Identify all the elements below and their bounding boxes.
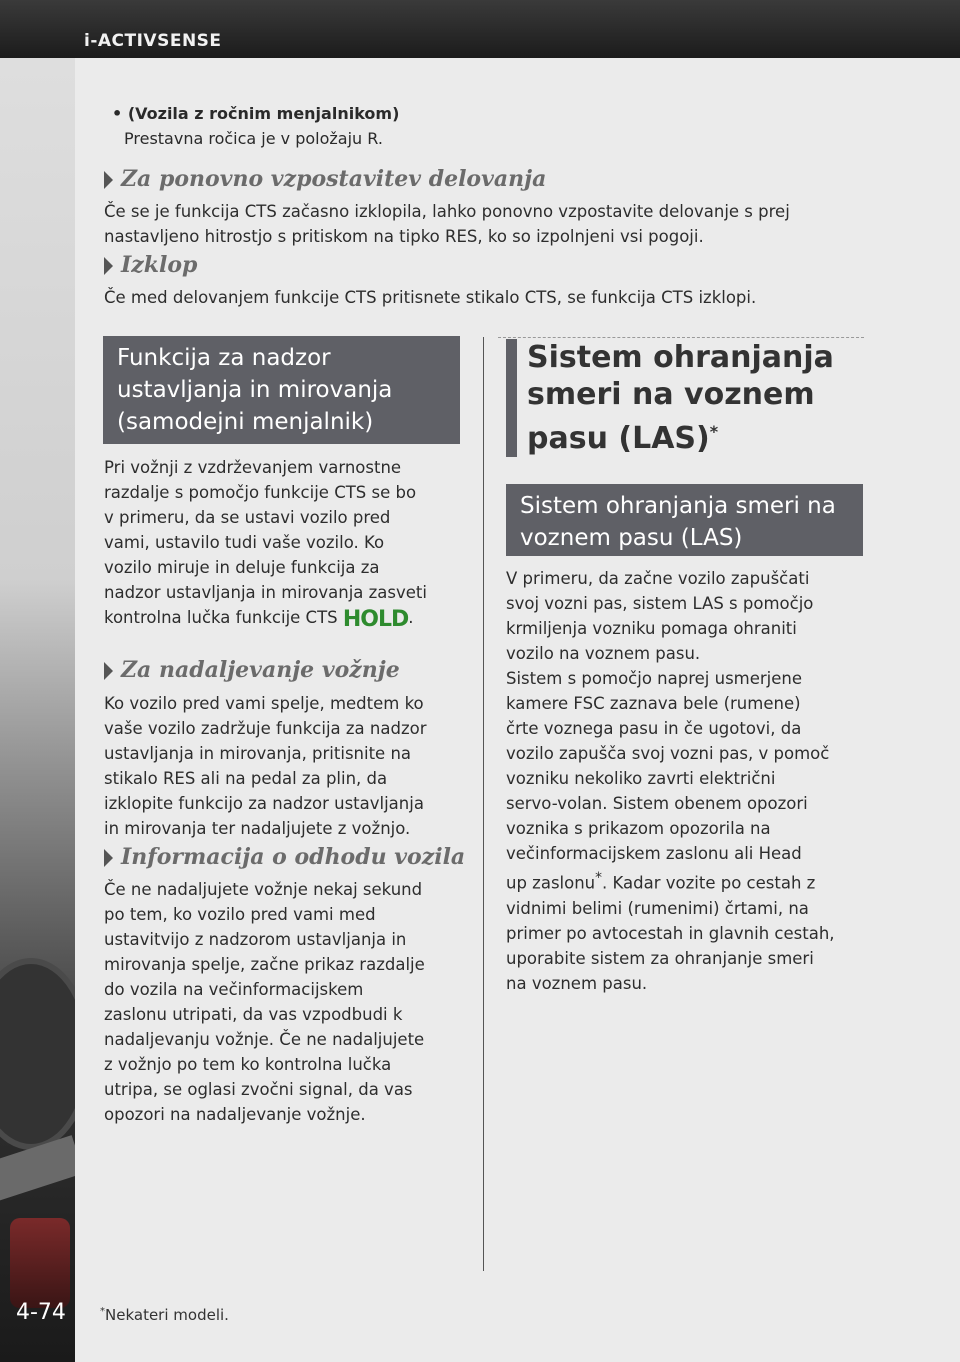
header-title: i-ACTIVSENSE	[84, 31, 222, 51]
bullet-symbol: •	[112, 104, 123, 123]
section-marker-icon	[104, 171, 113, 189]
section-marker-icon	[104, 849, 113, 867]
section-marker-icon	[104, 257, 113, 275]
paragraph-hold-intro: Pri vožnji z vzdrževanjem varnostne razdalje s pomočjo funkcije CTS se bo v primeru, da se ustavi vozilo pred vami, ustavilo tudi vaše vozilo. Ko vozilo miruje in deluje funkcija za nadzor ustavljanja in mirovanja zasveti kontrolna lučka funkcije CTS HOLD.	[104, 458, 427, 632]
seat-shape	[10, 1218, 70, 1308]
right-column-dashed-rule	[498, 337, 864, 338]
page-header	[0, 0, 960, 58]
subheading-off: Izklop	[104, 252, 197, 278]
column-divider	[483, 337, 484, 1271]
steering-wheel-shape	[0, 958, 75, 1150]
bullet-title: (Vozila z ročnim menjalnikom)	[127, 104, 400, 123]
paragraph-off: Če med delovanjem funkcije CTS pritisnete stikalo CTS, se funkcija CTS izklopi.	[104, 288, 757, 307]
subheading-resume: Za ponovno vzpostavitev delovanja	[104, 166, 546, 192]
bullet-text: Prestavna ročica je v položaju R.	[124, 129, 383, 148]
page-number: 4-74	[16, 1300, 66, 1325]
section-marker-icon	[104, 662, 113, 680]
section-box-las: Sistem ohranjanja smeri na voznem pasu (LAS)	[506, 484, 863, 556]
footnote: *Nekateri modeli.	[100, 1306, 229, 1324]
paragraph-continue-driving: Ko vozilo pred vami spelje, medtem ko vaše vozilo zadržuje funkcija za nadzor ustavljanja in mirovanja, pritisnite na stikalo RES ali na pedal za plin, da izklopite funkcijo za nadzor ustavljanja in mirovanja ter nadaljujete z vožnjo.	[104, 694, 427, 838]
paragraph-resume: Če se je funkcija CTS začasno izklopila, lahko ponovno vzpostavite delovanje s prej nastavljeno hitrostjo s pritiskom na tipko RES, ko so izpolnjeni vsi pogoji.	[104, 202, 790, 246]
hold-indicator-icon: HOLD	[342, 607, 409, 632]
section-box-hold-function: Funkcija za nadzor ustavljanja in mirovanja (samodejni menjalnik)	[103, 336, 460, 444]
subheading-departure-info: Informacija o odhodu vozila	[104, 844, 465, 870]
chapter-heading-las: Sistem ohranjanja smeri na voznem pasu (LAS)*	[506, 339, 887, 457]
paragraph-departure-info: Če ne nadaljujete vožnje nekaj sekund po tem, ko vozilo pred vami med ustavitvijo z nadzorom ustavljanja in mirovanja spelje, začne prikaz razdalje do vozila na večinformacijskem zaslonu utripati, da vas vzpodbudi k nadaljevanju vožnje. Če ne nadaljujete z vožnjo po tem ko kontrolna lučka utripa, se oglasi zvočni signal, da vas opozori na nadaljevanje vožnje.	[104, 880, 425, 1124]
side-photo-strip	[0, 58, 75, 1362]
bullet-manual-transmission	[112, 101, 399, 151]
subheading-continue-driving: Za nadaljevanje vožnje	[104, 657, 400, 683]
paragraph-las: V primeru, da začne vozilo zapuščati svoj vozni pas, sistem LAS s pomočjo krmiljenja vozniku pomaga ohraniti vozilo na voznem pasu. Sistem s pomočjo naprej usmerjene kamere FSC zaznava bele (rumene) črte voznega pasu in če ugotovi, da vozilo zapušča svoj vozni pas, v pomoč vozniku nekoliko zavrti električni servo-volan. Sistem obenem opozori voznika s prikazom opozorila na večinformacijskem zaslonu ali Head up zaslonu*. Kadar vozite po cestah z vidnimi belimi (rumenimi) črtami, na primer po avtocestah in glavnih cestah, uporabite sistem za ohranjanje smeri na voznem pasu.	[506, 569, 835, 993]
